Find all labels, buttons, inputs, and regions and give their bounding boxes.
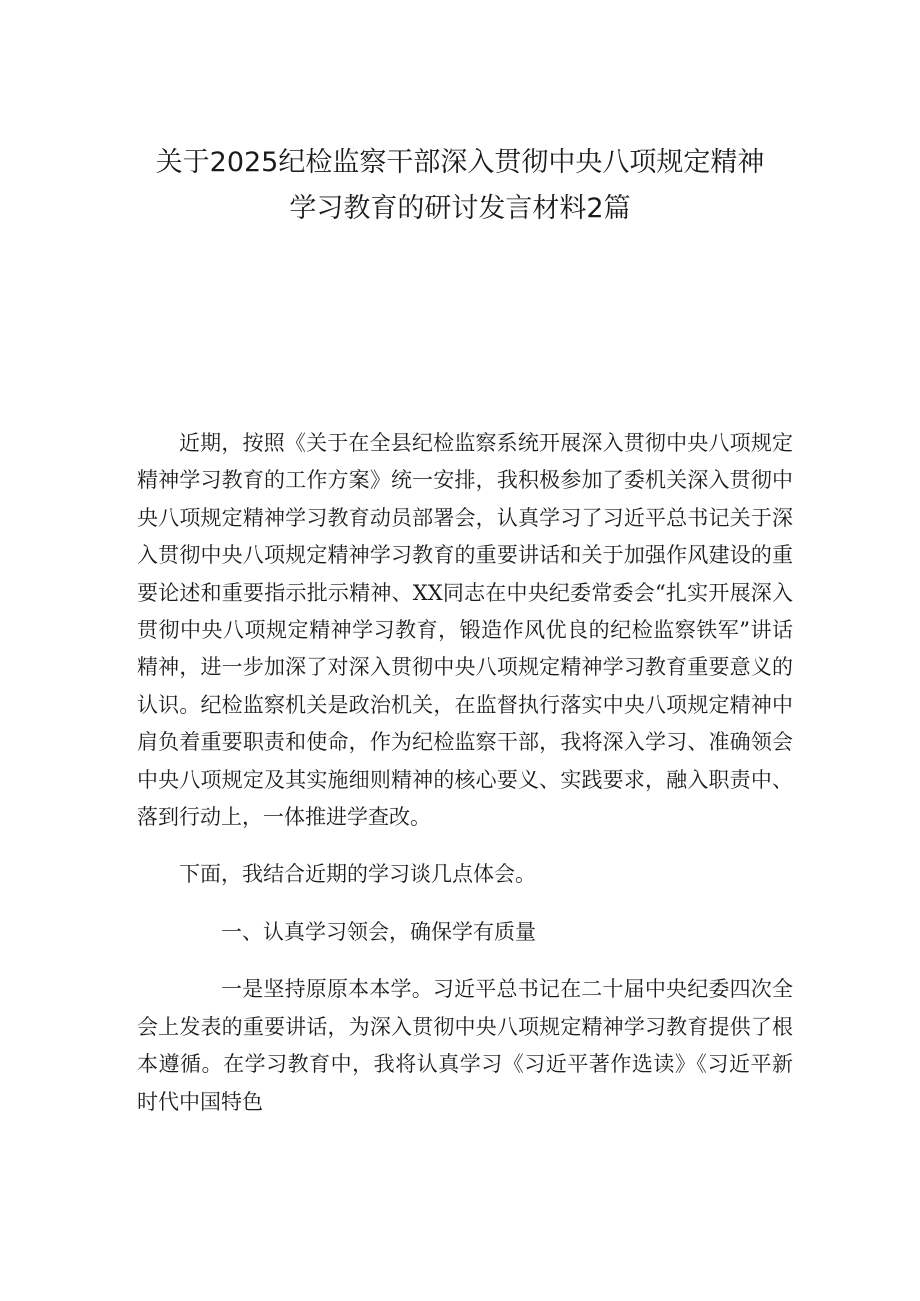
title-line-2: 学习教育的研讨发言材料2篇 [289,193,631,224]
document-body [137,425,793,1121]
section-1-heading: 一、认真学习领会，确保学有质量 [221,919,536,944]
title-line-1: 关于2025纪检监察干部深入贯彻中央八项规定精神 [155,147,765,178]
intro-paragraph: 近期，按照《关于在全县纪检监察系统开展深入贯彻中央八项规定精神学习教育的工作方案》统一安排，我积极参加了委机关深入贯彻中央八项规定精神学习教育动员部署会，认真学习了习近平总书记关于深入贯彻中央八项规定精神学习教育的重要讲话和关于加强作风建设的重要论述和重要指示批示精神、XX同志在中央纪委常委会“扎实开展深入贯彻中央八项规定精神学习教育，锻造作风优良的纪检监察铁军”讲话精神，进一步加深了对深入贯彻中央八项规定精神学习教育重要意义的认识。纪检监察机关是政治机关，在监督执行落实中央八项规定精神中肩负着重要职责和使命，作为纪检监察干部，我将深入学习、准确领会中央八项规定及其实施细则精神的核心要义、实践要求，融入职责中、落到行动上，一体推进学查改。 [137,431,793,830]
document-title [100,140,820,232]
transition-paragraph: 下面，我结合近期的学习谈几点体会。 [179,862,536,887]
point-1-paragraph: 一是坚持原原本本学。习近平总书记在二十届中央纪委四次全会上发表的重要讲话，为深入贯彻中央八项规定精神学习教育提供了根本遵循。在学习教育中，我将认真学习《习近平著作选读》《习近平新时代中国特色 [137,977,793,1114]
